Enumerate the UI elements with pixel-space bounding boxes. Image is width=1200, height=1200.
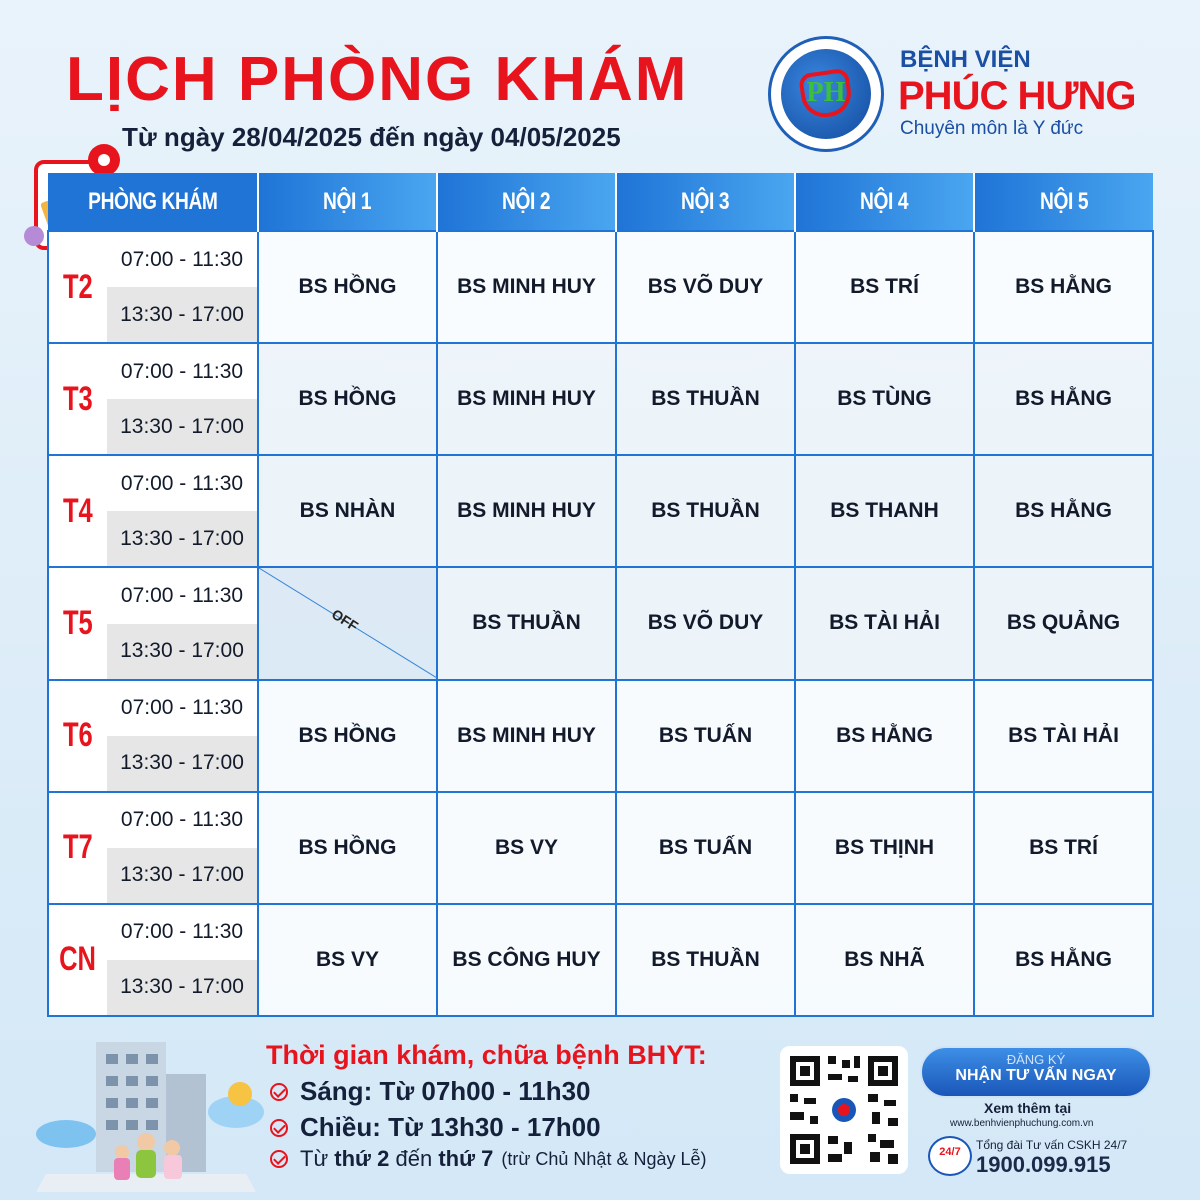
time-afternoon: 13:30 - 17:00: [107, 960, 257, 1015]
day-label: T5: [49, 568, 107, 678]
column-header: NỘI 1: [258, 173, 437, 231]
day-cell: [48, 792, 258, 904]
doctor-cell: BS THUẦN: [616, 904, 795, 1016]
time-morning: 07:00 - 11:30: [107, 456, 257, 511]
doctor-cell: BS HẰNG: [795, 680, 974, 792]
doctor-cell: BS NHÃ: [795, 904, 974, 1016]
check-circle-icon: [270, 1150, 288, 1168]
doctor-cell: BS VÕ DUY: [616, 231, 795, 343]
doctor-cell: BS VY: [437, 792, 616, 904]
doctor-cell: BS THUẦN: [616, 343, 795, 455]
doctor-cell: BS THUẦN: [437, 567, 616, 679]
doctor-cell: BS HỒNG: [258, 680, 437, 792]
column-header: NỘI 2: [437, 173, 616, 231]
time-afternoon: 13:30 - 17:00: [107, 399, 257, 454]
hospital-name-line1: BỆNH VIỆN: [900, 46, 1031, 73]
day-label: T4: [49, 456, 107, 566]
hospital-building-illustration: [26, 1024, 266, 1196]
time-morning: 07:00 - 11:30: [107, 344, 257, 399]
morning-hours: Sáng: Từ 07h00 - 11h30: [300, 1076, 591, 1106]
bhyt-afternoon: [270, 1112, 601, 1143]
day-label: T3: [49, 344, 107, 454]
doctor-cell: BS NHÀN: [258, 455, 437, 567]
doctor-cell: BS TÙNG: [795, 343, 974, 455]
doctor-cell: BS THANH: [795, 455, 974, 567]
table-row: [48, 231, 1153, 343]
time-afternoon: 13:30 - 17:00: [107, 287, 257, 342]
day-cell: [48, 904, 258, 1016]
table-header-row: [48, 173, 1153, 231]
page-title: LỊCH PHÒNG KHÁM: [66, 45, 689, 114]
hospital-logo: [768, 36, 884, 152]
column-header: NỘI 3: [616, 173, 795, 231]
doctor-cell: BS MINH HUY: [437, 680, 616, 792]
day-cell: [48, 455, 258, 567]
check-circle-icon: [270, 1083, 288, 1101]
doctor-cell: BS HỒNG: [258, 231, 437, 343]
cta-line1: ĐĂNG KÝ: [1006, 1052, 1066, 1067]
register-consult-button[interactable]: [920, 1046, 1152, 1098]
doctor-cell: BS HỒNG: [258, 343, 437, 455]
bhyt-morning: [270, 1076, 591, 1107]
date-range: Từ ngày 28/04/2025 đến ngày 04/05/2025: [122, 122, 621, 152]
time-morning: 07:00 - 11:30: [107, 793, 257, 848]
day-cell: [48, 567, 258, 679]
column-header: NỘI 5: [974, 173, 1153, 231]
table-row: [48, 455, 1153, 567]
days-note: (trừ Chủ Nhật & Ngày Lễ): [501, 1148, 707, 1169]
hospital-name-line2: PHÚC HƯNG: [898, 74, 1136, 118]
time-afternoon: 13:30 - 17:00: [107, 511, 257, 566]
cta-line2: NHẬN TƯ VẤN NGAY: [955, 1067, 1117, 1084]
day-label: T2: [49, 232, 107, 342]
time-afternoon: 13:30 - 17:00: [107, 848, 257, 903]
doctor-cell: BS VÕ DUY: [616, 567, 795, 679]
doctor-cell: BS CÔNG HUY: [437, 904, 616, 1016]
doctor-cell: BS VY: [258, 904, 437, 1016]
time-morning: 07:00 - 11:30: [107, 905, 257, 960]
time-morning: 07:00 - 11:30: [107, 681, 257, 736]
hotline-label: Tổng đài Tư vấn CSKH 24/7: [976, 1138, 1128, 1152]
day-label: T7: [49, 793, 107, 903]
doctor-cell: BS TUẤN: [616, 680, 795, 792]
column-header: NỘI 4: [795, 173, 974, 231]
day-label: CN: [49, 905, 107, 1015]
hospital-slogan: Chuyên môn là Y đức: [900, 118, 1084, 139]
column-header-corner: PHÒNG KHÁM: [48, 173, 258, 231]
doctor-cell: BS TÀI HẢI: [974, 680, 1153, 792]
days-prefix: Từ: [300, 1146, 329, 1171]
doctor-cell: BS HẰNG: [974, 343, 1153, 455]
afternoon-hours: Chiều: Từ 13h30 - 17h00: [300, 1112, 601, 1142]
doctor-cell: BS TUẤN: [616, 792, 795, 904]
days-mid: đến: [395, 1146, 433, 1171]
logo-monogram: PH: [806, 77, 846, 108]
day-cell: [48, 343, 258, 455]
schedule-table: [47, 173, 1154, 1017]
table-row: [48, 904, 1153, 1016]
time-afternoon: 13:30 - 17:00: [107, 736, 257, 791]
bhyt-hours-title: Thời gian khám, chữa bệnh BHYT:: [266, 1040, 707, 1070]
doctor-cell: BS MINH HUY: [437, 455, 616, 567]
doctor-cell: BS MINH HUY: [437, 231, 616, 343]
off-cell: [258, 567, 437, 679]
see-more-label: Xem thêm tại: [984, 1100, 1072, 1116]
hotline-number[interactable]: 1900.099.915: [976, 1152, 1111, 1177]
doctor-cell: BS HẰNG: [974, 231, 1153, 343]
doctor-cell: BS TRÍ: [974, 792, 1153, 904]
logo-emblem: [781, 49, 871, 139]
doctor-cell: BS HẰNG: [974, 455, 1153, 567]
doctor-cell: BS HỒNG: [258, 792, 437, 904]
table-row: [48, 343, 1153, 455]
doctor-cell: BS QUẢNG: [974, 567, 1153, 679]
check-circle-icon: [270, 1119, 288, 1137]
day-label: T6: [49, 681, 107, 791]
doctor-cell: BS THỊNH: [795, 792, 974, 904]
website-link[interactable]: www.benhvienphuchung.com.vn: [950, 1118, 1094, 1129]
days-to: thứ 7: [438, 1146, 494, 1171]
doctor-cell: BS THUẦN: [616, 455, 795, 567]
doctor-cell: BS HẰNG: [974, 904, 1153, 1016]
days-from: thứ 2: [334, 1146, 390, 1171]
time-morning: 07:00 - 11:30: [107, 232, 257, 287]
day-cell: [48, 231, 258, 343]
doctor-cell: BS MINH HUY: [437, 343, 616, 455]
table-row: [48, 680, 1153, 792]
doctor-cell: BS TÀI HẢI: [795, 567, 974, 679]
time-afternoon: 13:30 - 17:00: [107, 624, 257, 679]
table-row: [48, 567, 1153, 679]
day-cell: [48, 680, 258, 792]
time-morning: 07:00 - 11:30: [107, 568, 257, 623]
doctor-cell: BS TRÍ: [795, 231, 974, 343]
table-row: [48, 792, 1153, 904]
hotline-247-icon: 24/7: [928, 1136, 972, 1176]
qr-code[interactable]: [780, 1046, 908, 1174]
bhyt-days: [270, 1146, 707, 1172]
off-label: OFF: [328, 606, 362, 635]
